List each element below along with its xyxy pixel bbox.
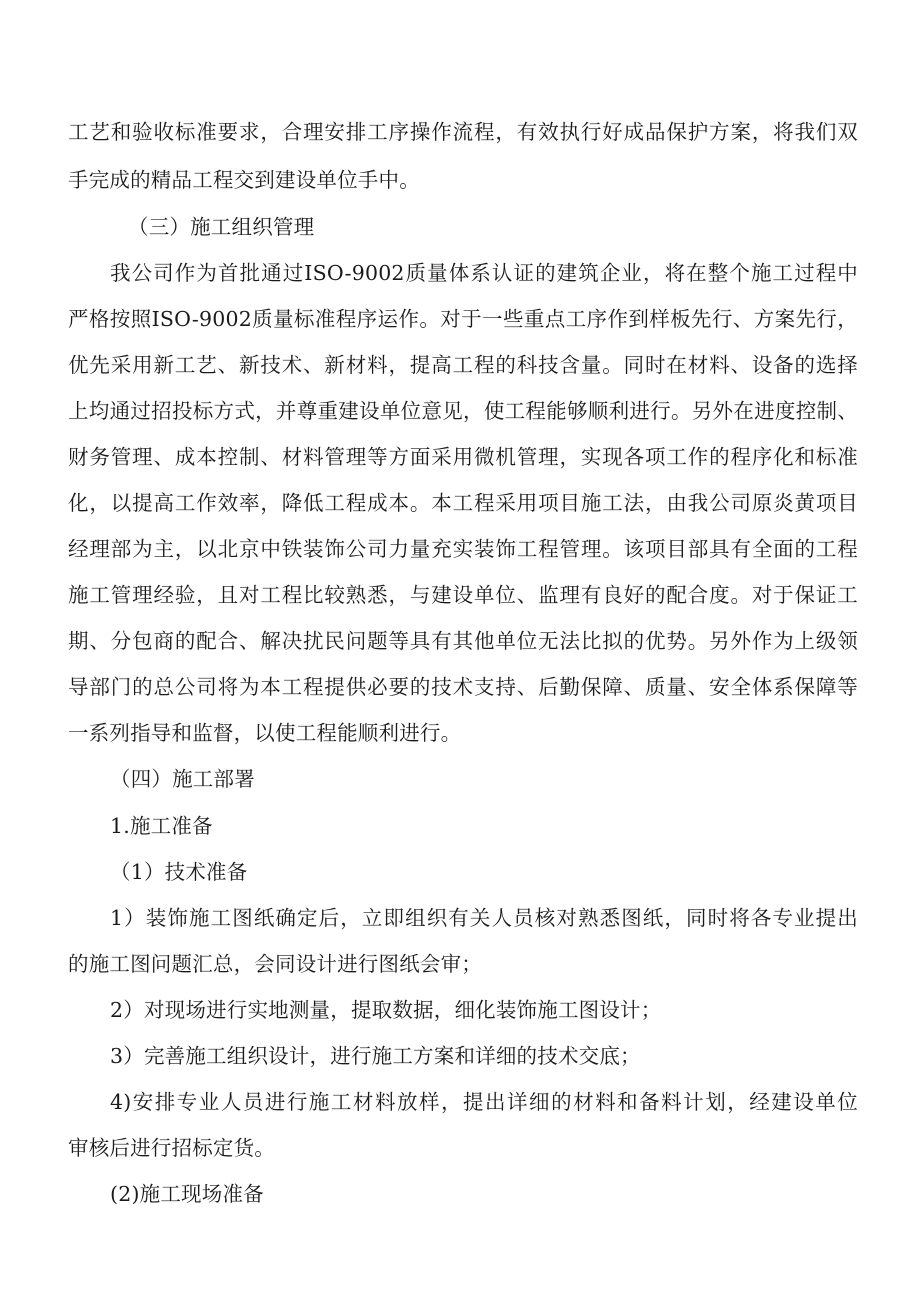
section3-para-line-3: 优先采用新工艺、新技术、新材料，提高工程的科技含量。同时在材料、设备的选择 xyxy=(68,353,858,377)
section3-para-line-9: 期、分包商的配合、解决扰民问题等具有其他单位无法比拟的优势。另外作为上级领 xyxy=(68,629,858,653)
intro-para-line-2: 手完成的精品工程交到建设单位手中。 xyxy=(68,168,420,192)
section-heading-4: （四）施工部署 xyxy=(110,767,255,791)
section3-para-line-5: 财务管理、成本控制、材料管理等方面采用微机管理，实现各项工作的程序化和标准 xyxy=(68,445,858,469)
section3-para-line-4: 上均通过招投标方式，并尊重建设单位意见，使工程能够顺利进行。另外在进度控制、 xyxy=(68,399,858,423)
section3-para-line-1: 我公司作为首批通过ISO-9002质量体系认证的建筑企业，将在整个施工过程中 xyxy=(110,261,858,285)
section3-para-line-10: 导部门的总公司将为本工程提供必要的技术支持、后勤保障、质量、安全体系保障等 xyxy=(68,675,858,699)
list-item-2: 2）对现场进行实地测量，提取数据，细化装饰施工图设计； xyxy=(110,998,662,1022)
list-item-4-line-1: 4)安排专业人员进行施工材料放样，提出详细的材料和备料计划，经建设单位 xyxy=(110,1090,858,1114)
list-item-3: 3）完善施工组织设计，进行施工方案和详细的技术交底； xyxy=(110,1044,641,1068)
subsection-heading-1-1: （1）技术准备 xyxy=(110,860,248,884)
section3-para-line-2: 严格按照ISO-9002质量标准程序运作。对于一些重点工序作到样板先行、方案先行， xyxy=(68,307,858,331)
section3-para-line-11: 一系列指导和监督，以使工程能顺利进行。 xyxy=(68,721,462,745)
section3-para-line-6: 化，以提高工作效率，降低工程成本。本工程采用项目施工法，由我公司原炎黄项目 xyxy=(68,491,858,515)
section3-para-line-8: 施工管理经验，且对工程比较熟悉，与建设单位、监理有良好的配合度。对于保证工 xyxy=(68,583,858,607)
intro-para-line-1: 工艺和验收标准要求，合理安排工序操作流程，有效执行好成品保护方案，将我们双 xyxy=(68,120,858,144)
section-heading-3: （三）施工组织管理 xyxy=(128,215,315,239)
subsection-heading-1-2: (2)施工现场准备 xyxy=(110,1182,264,1206)
list-item-1-line-2: 的施工图问题汇总，会同设计进行图纸会审； xyxy=(68,952,482,976)
list-item-1-line-1: 1）装饰施工图纸确定后，立即组织有关人员核对熟悉图纸，同时将各专业提出 xyxy=(110,906,858,930)
section3-para-line-7: 经理部为主，以北京中铁装饰公司力量充实装饰工程管理。该项目部具有全面的工程 xyxy=(68,537,858,561)
subsection-heading-1: 1.施工准备 xyxy=(110,814,213,838)
list-item-4-line-2: 审核后进行招标定货。 xyxy=(68,1136,275,1160)
